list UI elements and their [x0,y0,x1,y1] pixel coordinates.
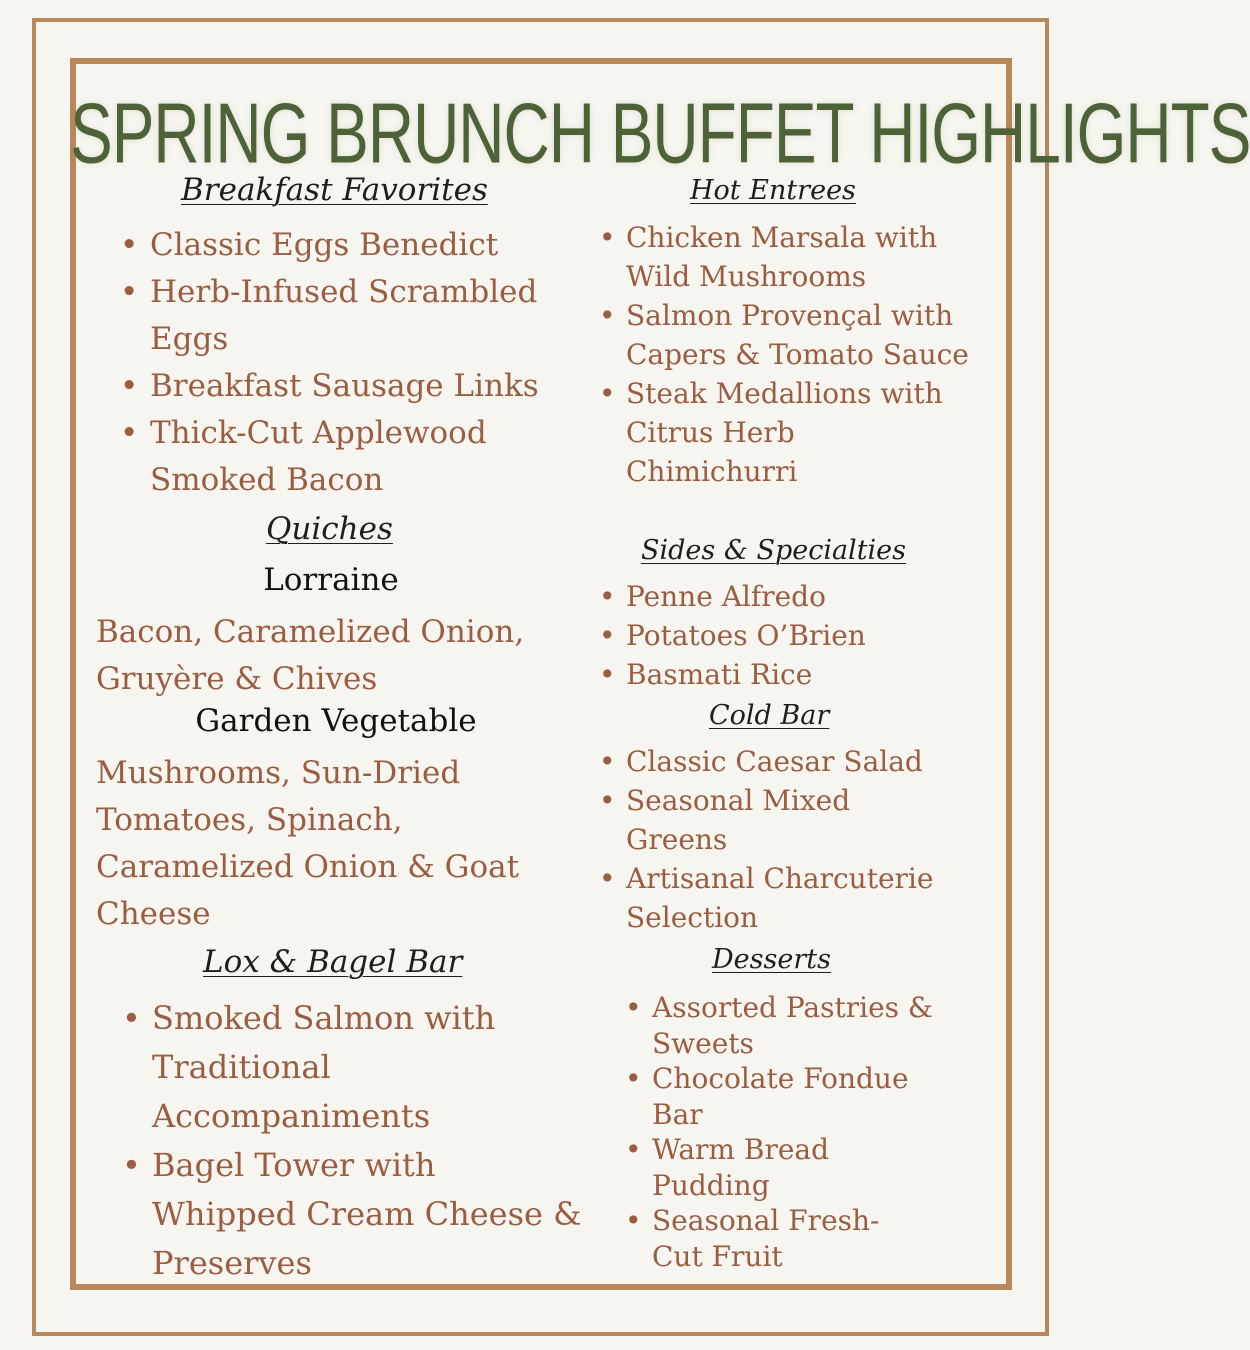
cold-bar-heading: Cold Bar [709,700,830,731]
quiche-lorraine-description: Bacon, Caramelized Onion, Gruyère & Chives [96,614,525,697]
sides-heading: Sides & Specialties [641,535,907,566]
list-item: • Classic Caesar Salad [626,742,991,781]
list-item: • Salmon Provençal with Capers & Tomato Sauce [626,296,991,374]
list-item: • Seasonal Mixed Greens [626,781,926,859]
hot-entrees-list [626,218,991,491]
desserts-list [652,990,942,1274]
list-item: • Chicken Marsala with Wild Mushrooms [626,218,971,296]
desserts-heading: Desserts [712,944,831,975]
quiches-heading: Quiches [266,511,393,547]
hot-entrees-heading: Hot Entrees [690,175,856,206]
quiche-garden-name: Garden Vegetable [195,703,477,739]
list-item: • Classic Eggs Benedict [150,222,580,269]
list-item: • Assorted Pastries & Sweets [652,990,942,1061]
list-item: • Potatoes O’Brien [626,616,991,655]
breakfast-list [150,222,580,504]
list-item: • Artisanal Charcuterie Selection [626,859,991,937]
list-item: • Breakfast Sausage Links [150,363,580,410]
list-item: • Chocolate Fondue Bar [652,1061,942,1132]
list-item: • Herb-Infused Scrambled Eggs [150,269,580,363]
cold-bar-list [626,742,991,937]
menu-title: SPRING BRUNCH BUFFET HIGHLIGHTS [70,85,1250,182]
quiche-lorraine-name: Lorraine [263,562,399,598]
lox-heading: Lox & Bagel Bar [203,944,463,980]
list-item: • Penne Alfredo [626,577,991,616]
breakfast-heading: Breakfast Favorites [181,172,488,208]
list-item: • Steak Medallions with Citrus Herb Chimichurri [626,374,971,491]
list-item: • Thick-Cut Applewood Smoked Bacon [150,410,530,504]
list-item: • Seasonal Fresh-Cut Fruit [652,1203,912,1274]
quiche-garden-description: Mushrooms, Sun-Dried Tomatoes, Spinach, Caramelized Onion & Goat Cheese [96,755,520,932]
list-item: • Warm Bread Pudding [652,1132,852,1203]
lox-list [152,994,582,1288]
sides-list [626,577,991,694]
list-item: • Basmati Rice [626,655,991,694]
list-item: • Smoked Salmon with Traditional Accompaniments [152,994,542,1141]
list-item: • Bagel Tower with Whipped Cream Cheese & Preserves [152,1141,582,1288]
